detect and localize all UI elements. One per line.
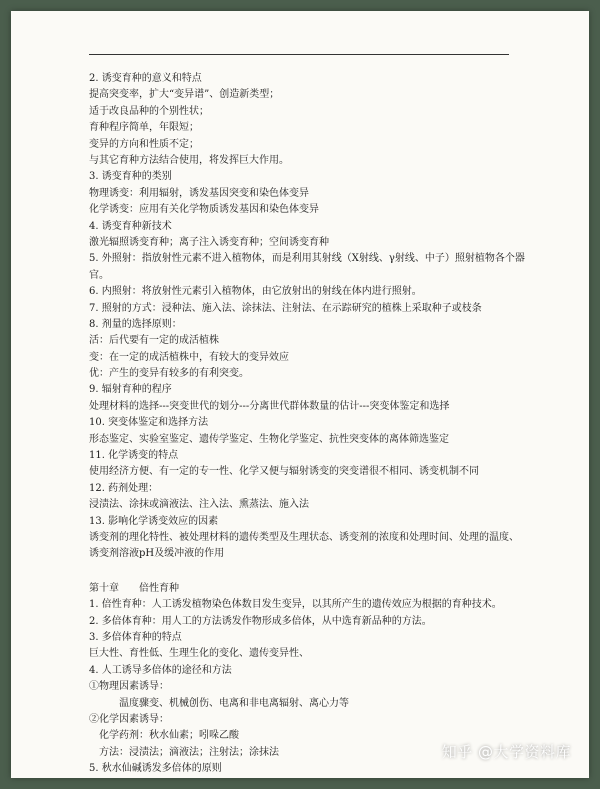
heading-10: 10. 突变体鉴定和选择方法 [89, 417, 209, 429]
text-line: 适于改良品种的个别性状； [89, 105, 209, 117]
heading-8: 8. 剂量的选择原则： [89, 318, 182, 330]
chapter-item-3: 3. 多倍体育种的特点 [89, 631, 182, 643]
item-6: 6. 内照射：将放射性元素引入植物体，由它放射出的射线在体内进行照射。 [89, 286, 422, 298]
section-gap [89, 563, 527, 581]
text-line: 活：后代要有一定的成活植株 [89, 335, 219, 347]
text-line: 化学药剂：秋水仙素；吲哚乙酸 [99, 730, 239, 742]
text-line: 诱变剂的理化特性、被处理材料的遗传类型及生理状态、诱变剂的浓度和处理时间、处理的温度、诱变剂溶液pH及缓冲液的作用 [89, 531, 519, 560]
sub-item-chemical: ②化学因素诱导： [89, 713, 169, 725]
text-line: 使用经济方便、有一定的专一性、化学又便与辐射诱变的突变谱很不相同、诱变机制不同 [89, 466, 479, 478]
heading-9: 9. 辐射育种的程序 [89, 384, 172, 396]
item-7: 7. 照射的方式：浸种法、施入法、涂抹法、注射法、在示踪研究的植株上采取种子或枝条 [89, 302, 482, 314]
text-line: 与其它育种方法结合使用，将发挥巨大作用。 [89, 154, 289, 166]
header-rule [89, 54, 509, 55]
text-line: 变异的方向和性质不定； [89, 138, 199, 150]
text-line: 优：产生的变异有较多的有利突变。 [89, 368, 249, 380]
text-line: 激光辐照诱变育种；离子注入诱变育种；空间诱变育种 [89, 236, 329, 248]
document-body [89, 71, 527, 777]
item-5: 5. 外照射：指放射性元素不进入植物体，而是利用其射线（X射线、γ射线、中子）照射植物各个器官。 [89, 253, 525, 281]
watermark: 知乎 @大学资料库 [441, 743, 571, 761]
chapter-item-4: 4. 人工诱导多倍体的途径和方法 [89, 664, 232, 676]
text-line: 变：在一定的成活植株中，有较大的变异效应 [89, 351, 289, 363]
heading-2: 2. 诱变育种的意义和特点 [89, 73, 202, 84]
text-line: 温度骤变、机械创伤、电离和非电离辐射、离心力等 [119, 697, 349, 709]
chapter-item-5: 5. 秋水仙碱诱发多倍体的原则 [89, 763, 222, 775]
heading-4: 4. 诱变育种新技术 [89, 220, 172, 232]
heading-13: 13. 影响化学诱变效应的因素 [89, 515, 219, 527]
chapter-title: 第十章 倍性育种 [89, 582, 179, 594]
text-line: 物理诱变：利用辐射，诱发基因突变和染色体变异 [89, 187, 309, 199]
text-line: 处理材料的选择---突变世代的划分---分离世代群体数量的估计---突变体鉴定和选择 [89, 400, 450, 412]
chapter-item-1: 1. 倍性育种：人工诱发植物染色体数目发生变异，以其所产生的遗传效应为根据的育种技术。 [89, 599, 502, 611]
chapter-item-2: 2. 多倍体育种：用人工的方法诱发作物形成多倍体，从中选育新品种的方法。 [89, 615, 432, 627]
document-page [11, 11, 589, 778]
text-line: 巨大性、育性低、生理生化的变化、遗传变异性、 [89, 648, 309, 660]
text-line: 方法：浸渍法；滴液法；注射法；涂抹法 [99, 746, 279, 758]
heading-3: 3. 诱变育种的类别 [89, 171, 172, 183]
heading-11: 11. 化学诱变的特点 [89, 450, 179, 462]
sub-item-physical: ①物理因素诱导： [89, 681, 169, 693]
text-line: 形态鉴定、实验室鉴定、遗传学鉴定、生物化学鉴定、抗性突变体的离体筛选鉴定 [89, 433, 449, 445]
text-line: 化学诱变：应用有关化学物质诱发基因和染色体变异 [89, 204, 319, 216]
text-line: 浸渍法、涂抹或滴液法、注入法、熏蒸法、施入法 [89, 499, 309, 511]
heading-12: 12. 药剂处理： [89, 482, 159, 494]
text-line: 育种程序简单，年限短； [89, 122, 199, 134]
text-line: 提高突变率，扩大“变异谱”、创造新类型； [89, 89, 280, 101]
